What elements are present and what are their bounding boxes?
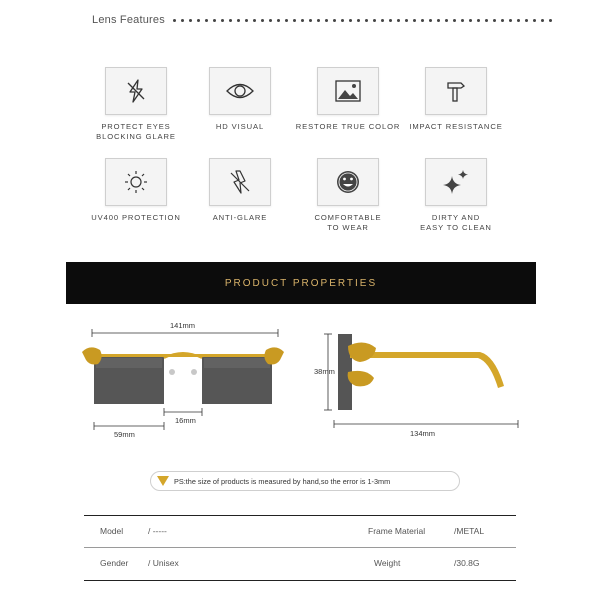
lens-width-label: 59mm (114, 430, 135, 439)
spec-value-weight: /30.8G (454, 558, 480, 568)
spec-label-weight: Weight (374, 558, 401, 568)
feature-icon-box (209, 158, 271, 206)
spec-label-model: Model (100, 526, 124, 536)
feature-icon-box (317, 67, 379, 115)
lightning-slash-icon (122, 77, 150, 105)
spec-label-gender: Gender (100, 558, 129, 568)
header-dots (173, 19, 552, 22)
feature-label: COMFORTABLE TO WEAR (314, 213, 382, 232)
feature-icon-box (105, 67, 167, 115)
side-view-diagram (320, 326, 525, 436)
note-text: PS:the size of products is measured by hand,so the error is 1-3mm (174, 476, 391, 486)
product-properties-banner (66, 262, 536, 304)
total-width-label: 141mm (170, 321, 196, 330)
feature-label: UV400 PROTECTION (91, 213, 181, 222)
spec-value-frame-material: /METAL (454, 526, 485, 536)
feature-icon-box (425, 67, 487, 115)
feature-protect-eyes (76, 67, 196, 142)
feature-label: ANTI-GLARE (212, 213, 268, 222)
measurement-note (150, 471, 460, 491)
eye-icon (225, 80, 255, 102)
landscape-picture-icon (334, 79, 362, 103)
feature-impact-resistance (396, 67, 516, 132)
feature-label: IMPACT RESISTANCE (409, 122, 503, 131)
sun-icon (122, 168, 150, 196)
feature-comfortable (288, 158, 408, 233)
feature-icon-box (105, 158, 167, 206)
spec-value-model: / ----- (148, 526, 167, 536)
smiley-face-icon (334, 168, 362, 196)
anti-glare-icon (226, 168, 254, 196)
feature-easy-clean (396, 158, 516, 233)
feature-label: HD VISUAL (215, 122, 265, 131)
spec-row (84, 515, 516, 545)
feature-icon-box (425, 158, 487, 206)
feature-label: RESTORE TRUE COLOR (295, 122, 401, 131)
feature-restore-color (288, 67, 408, 132)
lens-features-title: Lens Features (92, 14, 165, 26)
feature-anti-glare (180, 158, 300, 223)
spec-label-frame-material: Frame Material (368, 526, 426, 536)
feature-label: PROTECT EYES BLOCKING GLARE (96, 122, 176, 141)
triangle-icon (157, 476, 169, 486)
feature-hd-visual (180, 67, 300, 132)
feature-label: DIRTY AND EASY TO CLEAN (420, 213, 492, 232)
lens-height-label: 38mm (314, 367, 335, 376)
temple-length-label: 134mm (410, 429, 436, 438)
spec-value-gender: / Unisex (148, 558, 179, 568)
feature-icon-box (317, 158, 379, 206)
spec-divider-bottom (84, 580, 516, 581)
front-view-diagram (80, 318, 290, 448)
feature-uv400 (76, 158, 196, 223)
banner-title: PRODUCT PROPERTIES (224, 277, 378, 289)
bridge-label: 16mm (175, 416, 196, 425)
sparkle-icon (441, 168, 471, 196)
lens-features-header (92, 14, 552, 26)
feature-icon-box (209, 67, 271, 115)
hammer-icon (443, 78, 469, 104)
spec-row (84, 547, 516, 577)
